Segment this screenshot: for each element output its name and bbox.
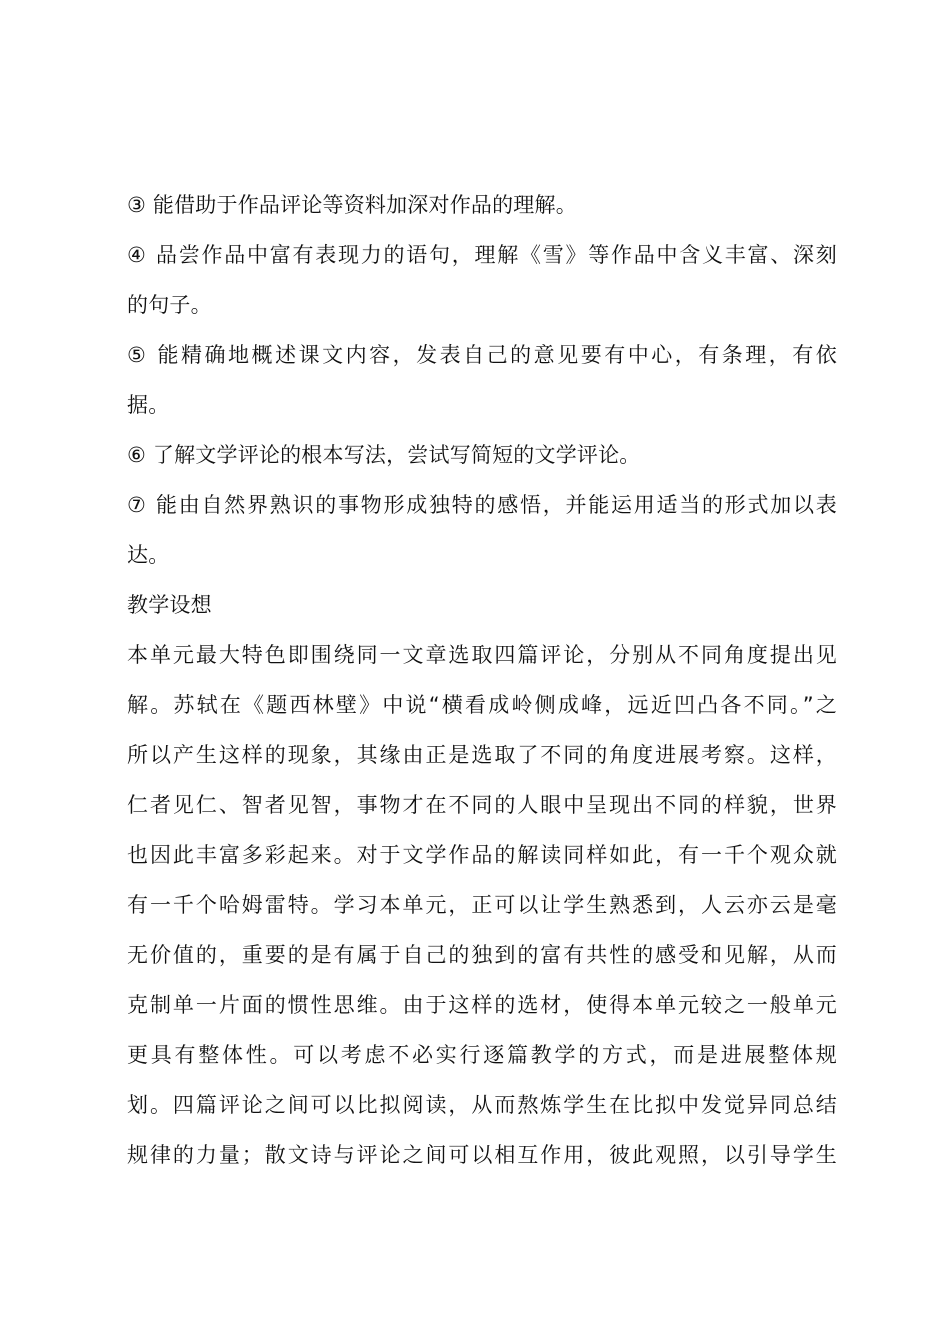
paragraph-line: 无价值的，重要的是有属于自己的独到的富有共性的感受和见解，从而 [127,943,837,967]
paragraph-line: 也因此丰富多彩起来。对于文学作品的解读同样如此，有一千个观众就 [127,843,837,867]
objective-5-line-1: ⑤ 能精确地概述课文内容，发表自己的意见要有中心，有条理，有依 [127,343,837,367]
objective-7-line-2: 达。 [127,543,170,567]
paragraph-line: 有一千个哈姆雷特。学习本单元，正可以让学生熟悉到，人云亦云是毫 [127,893,837,917]
paragraph-line: 解。苏轼在《题西林壁》中说“横看成岭侧成峰，远近凹凸各不同。”之 [127,693,837,717]
section-heading: 教学设想 [127,593,212,617]
paragraph-line: 所以产生这样的现象，其缘由正是选取了不同的角度进展考察。这样， [127,743,837,767]
paragraph-line: 本单元最大特色即围绕同一文章选取四篇评论，分别从不同角度提出见 [127,643,837,667]
paragraph-line: 更具有整体性。可以考虑不必实行逐篇教学的方式，而是进展整体规 [127,1043,837,1067]
paragraph-line: 规律的力量；散文诗与评论之间可以相互作用，彼此观照，以引导学生 [127,1143,837,1167]
objective-6: ⑥ 了解文学评论的根本写法，尝试写简短的文学评论。 [127,443,641,467]
objective-4-line-1: ④ 品尝作品中富有表现力的语句，理解《雪》等作品中含义丰富、深刻 [127,243,837,267]
objective-7-line-1: ⑦ 能由自然界熟识的事物形成独特的感悟，并能运用适当的形式加以表 [127,493,837,517]
paragraph-line: 划。四篇评论之间可以比拟阅读，从而熬炼学生在比拟中发觉异同总结 [127,1093,837,1117]
paragraph-line: 克制单一片面的惯性思维。由于这样的选材，使得本单元较之一般单元 [127,993,837,1017]
objective-4-line-2: 的句子。 [127,293,212,317]
objective-5-line-2: 据。 [127,393,170,417]
objective-3: ③ 能借助于作品评论等资料加深对作品的理解。 [127,193,577,217]
paragraph-line: 仁者见仁、智者见智，事物才在不同的人眼中呈现出不同的样貌，世界 [127,793,837,817]
